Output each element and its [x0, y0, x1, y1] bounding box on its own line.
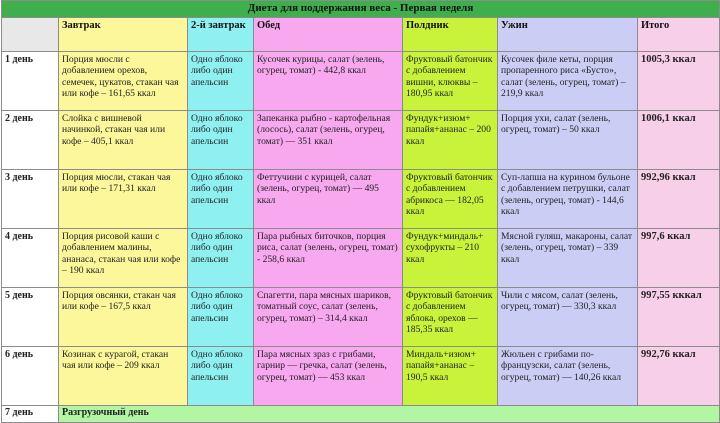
day-cell: 4 день [2, 229, 59, 288]
day-cell: 6 день [2, 347, 59, 406]
breakfast-cell: Порция овсянки, стакан чая или кофе – 167,5 ккал [59, 288, 188, 347]
lunch-cell: Кусочек курицы, салат (зелень, огурец, томат) - 442,8 ккал [254, 52, 403, 111]
lunch-cell: Запеканка рыбно - картофельная (лосось), салат (зелень, огурец, томат) — 351 ккал [254, 111, 403, 170]
table-row [2, 170, 720, 229]
snack-cell: Фундук+миндаль+ сухофрукты – 210 ккал [403, 229, 498, 288]
header-snack: Полдник [403, 18, 498, 52]
breakfast-cell: Порция рисовой каши с добавлением малины, ананаса, стакан чая или кофе – 190 ккал [59, 229, 188, 288]
breakfast-cell: Козинак с курагой, стакан чая или кофе – 209 ккал [59, 347, 188, 406]
dinner-cell: Суп-лапша на курином бульоне с добавлением петрушки, салат (зелень, огурец, томат) - 144,6 ккал [498, 170, 638, 229]
lunch-cell: Феттучини с курицей, салат (зелень, огурец, томат) — 495 ккал [254, 170, 403, 229]
second-breakfast-cell: Одно яблоко либо один апельсин [188, 170, 254, 229]
table-row [2, 229, 720, 288]
table-title: Диета для поддержания веса - Первая неделя [2, 1, 720, 18]
table-row [2, 347, 720, 406]
breakfast-cell: Порция мюсли, стакан чая или кофе – 171,31 ккал [59, 170, 188, 229]
second-breakfast-cell: Одно яблоко либо один апельсин [188, 229, 254, 288]
table-row [2, 288, 720, 347]
second-breakfast-cell: Одно яблоко либо один апельсин [188, 347, 254, 406]
lunch-cell: Спагетти, пара мясных шариков, томатный соус, салат (зелень, огурец, томат) – 314,4 ккал [254, 288, 403, 347]
header-second-breakfast: 2-й завтрак [188, 18, 254, 52]
lunch-cell: Пара мясных зраз с грибами, гарнир — гречка, салат (зелень, огурец, томат) — 453 ккал [254, 347, 403, 406]
rest-day-row [2, 406, 720, 423]
day-cell: 5 день [2, 288, 59, 347]
lunch-cell: Пара рыбных биточков, порция риса, салат (зелень, огурец, томат) - 258,6 ккал [254, 229, 403, 288]
day-cell: 2 день [2, 111, 59, 170]
header-breakfast: Завтрак [59, 18, 188, 52]
breakfast-cell: Порция мюсли с добавлением орехов, семечек, цукатов, стакан чая или кофе – 161,65 ккал [59, 52, 188, 111]
total-cell: 1005,3 ккал [638, 52, 720, 111]
dinner-cell: Мясной гуляш, макароны, салат (зелень, огурец, томат) – 339 ккал [498, 229, 638, 288]
dinner-cell: Кусочек филе кеты, порция пропаренного риса «Бусто», салат (зелень, огурец, томат) – 219,9 ккал [498, 52, 638, 111]
snack-cell: Миндаль+изюм+ папайя+ананас – 190,5 ккал [403, 347, 498, 406]
dinner-cell: Чили с мясом, салат (зелень, огурец, томат) — 330,3 ккал [498, 288, 638, 347]
day-cell: 1 день [2, 52, 59, 111]
second-breakfast-cell: Одно яблоко либо один апельсин [188, 52, 254, 111]
second-breakfast-cell: Одно яблоко либо один апельсин [188, 288, 254, 347]
total-cell: 997,55 кккал [638, 288, 720, 347]
diet-table [1, 0, 720, 423]
total-cell: 1006,1 ккал [638, 111, 720, 170]
snack-cell: Фруктовый батончик с добавлением абрикоса — 182,05 ккал [403, 170, 498, 229]
header-row [2, 18, 720, 52]
dinner-cell: Жюльен с грибами по-французски, салат (зелень, огурец, томат) — 140,26 ккал [498, 347, 638, 406]
snack-cell: Фруктовый батончик с добавлением яблока, орехов — 185,35 ккал [403, 288, 498, 347]
total-cell: 997,6 ккал [638, 229, 720, 288]
title-row [2, 1, 720, 18]
table-row [2, 52, 720, 111]
breakfast-cell: Слойка с вишневой начинкой, стакан чая или кофе – 405,1 ккал [59, 111, 188, 170]
rest-day-cell: Разгрузочный день [59, 406, 720, 423]
header-dinner: Ужин [498, 18, 638, 52]
snack-cell: Фундук+изюм+ папайя+ананас – 200 ккал [403, 111, 498, 170]
second-breakfast-cell: Одно яблоко либо один апельсин [188, 111, 254, 170]
snack-cell: Фруктовый батончик с добавлением вишни, клюквы – 180,95 ккал [403, 52, 498, 111]
header-total: Итого [638, 18, 720, 52]
day-cell: 7 день [2, 406, 59, 423]
header-lunch: Обед [254, 18, 403, 52]
table-row [2, 111, 720, 170]
total-cell: 992,96 ккал [638, 170, 720, 229]
day-cell: 3 день [2, 170, 59, 229]
dinner-cell: Порция ухи, салат (зелень, огурец, томат) – 50 ккал [498, 111, 638, 170]
header-day [2, 18, 59, 52]
total-cell: 992,76 ккал [638, 347, 720, 406]
